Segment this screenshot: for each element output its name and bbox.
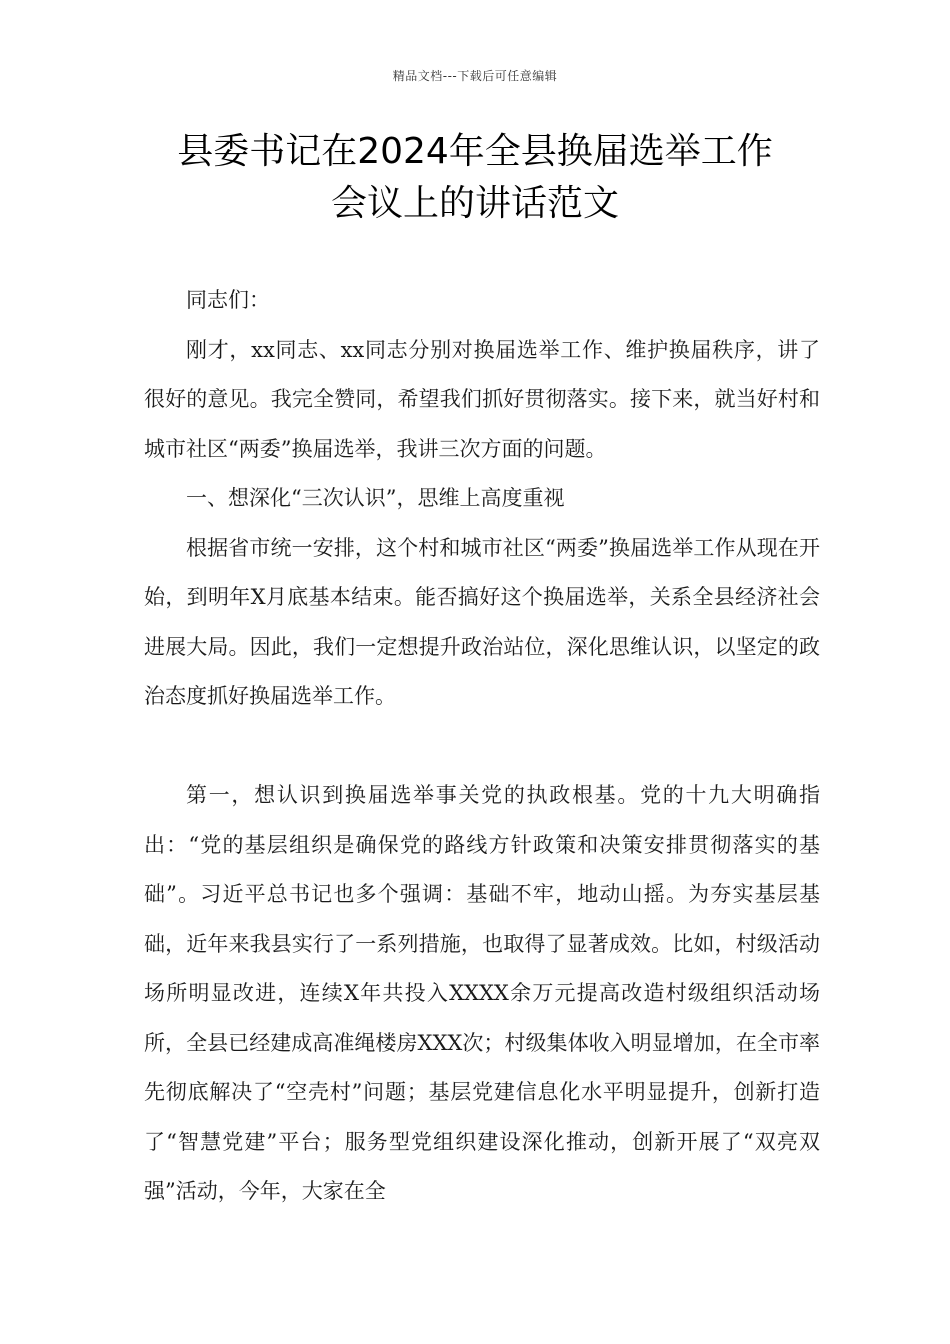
document-body: [144, 276, 820, 1217]
salutation: 同志们：: [186, 288, 270, 312]
title-line-1: 县委书记在2024年全县换届选举工作: [177, 131, 773, 172]
paragraph-first-point: 第一，想认识到换届选举事关党的执政根基。党的十九大明确指出：“党的基层组织是确保党的路线方针政策和决策安排贯彻落实的基础”。习近平总书记也多个强调：基础不牢，地动山摇。为夯实基层基础，近年来我县实行了一系列措施，也取得了显著成效。比如，村级活动场所明显改进，连续X年共投入XXXX余万元提高改造村级组织活动场所，全县已经建成高准绳楼房XXX次；村级集体收入明显增加，在全市率先彻底解决了“空壳村”问题；基层党建信息化水平明显提升，创新打造了“智慧党建”平台；服务型党组织建设深化推动，创新开展了“双亮双强”活动，今年，大家在全: [144, 783, 820, 1203]
paragraph-gap: [144, 722, 820, 772]
document-title: [100, 126, 850, 230]
paragraph-opening: 刚才，xx同志、xx同志分别对换届选举工作、维护换届秩序，讲了很好的意见。我完全赞同，希望我们抓好贯彻落实。接下来，就当好村和城市社区“两委”换届选举，我讲三次方面的问题。: [144, 337, 820, 461]
header-note: 精品文档---下载后可任意编辑: [392, 69, 558, 83]
section-heading-1: 一、想深化“三次认识”，思维上高度重视: [186, 486, 565, 510]
paragraph-section-1: 根据省市统一安排，这个村和城市社区“两委”换届选举工作从现在开始，到明年X月底基本结束。能否搞好这个换届选举，关系全县经济社会进展大局。因此，我们一定想提升政治站位，深化思维认识，以坚定的政治态度抓好换届选举工作。: [144, 535, 820, 708]
title-line-2: 会议上的讲话范文: [330, 183, 619, 224]
